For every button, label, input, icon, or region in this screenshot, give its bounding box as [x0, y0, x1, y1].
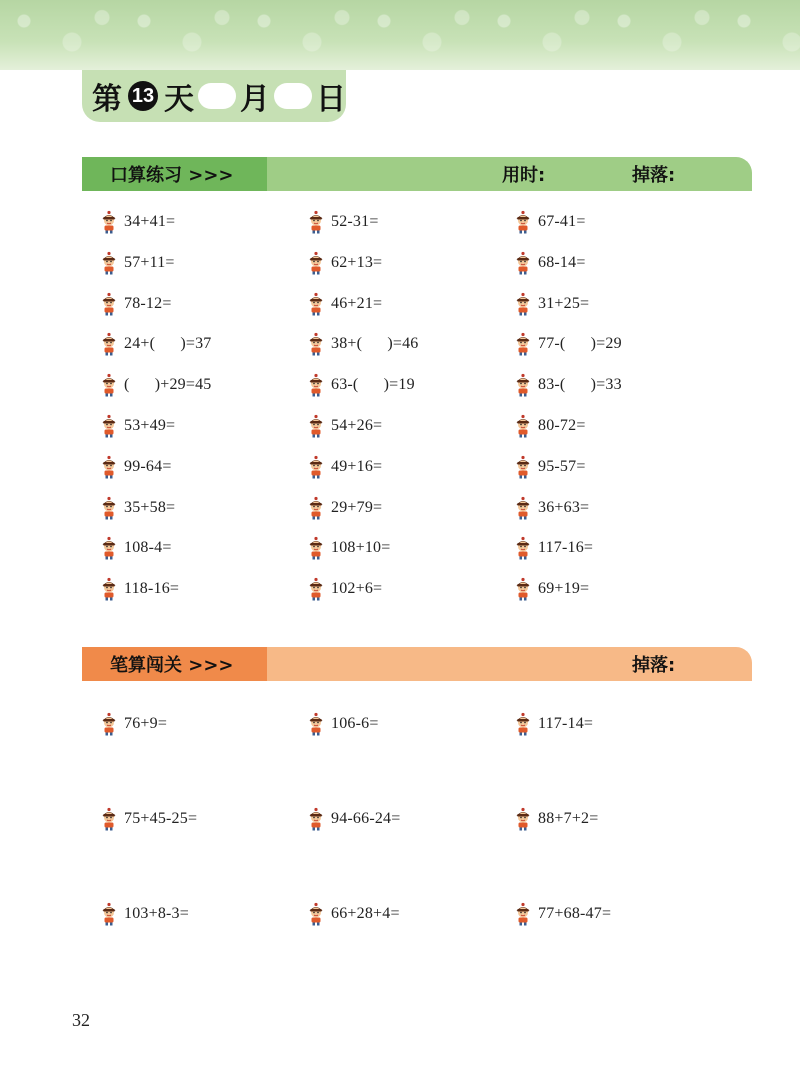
oral-exercise-expression: 67-41=: [538, 213, 586, 230]
oral-exercise-expression: 24+( )=37: [124, 335, 212, 353]
oral-exercise-row: [100, 577, 760, 601]
oral-exercise-item: [307, 210, 379, 234]
oral-exercise-row: [100, 536, 760, 560]
oral-exercise-expression: 38+( )=46: [331, 335, 419, 353]
cartoon-kid-icon: [514, 251, 532, 275]
oral-exercise-item: [100, 496, 175, 520]
oral-exercise-item: [100, 414, 175, 438]
oral-exercise-expression: 80-72=: [538, 417, 586, 434]
oral-exercise-expression: 77-( )=29: [538, 335, 622, 353]
oral-exercise-expression: 95-57=: [538, 457, 586, 475]
cartoon-kid-icon: [100, 712, 118, 736]
written-drop-label: 掉落:: [632, 655, 676, 676]
oral-exercise-expression: 29+79=: [331, 498, 383, 516]
oral-exercise-item: [100, 536, 172, 560]
written-exercise-expression: 88+7+2=: [538, 810, 599, 827]
day-number-badge: 13: [128, 81, 158, 111]
oral-exercise-item: [307, 577, 382, 601]
oral-exercise-row: [100, 455, 760, 479]
oral-exercise-expression: 46+21=: [331, 294, 383, 312]
cartoon-kid-icon: [100, 414, 118, 438]
oral-exercise-expression: 62+13=: [331, 253, 383, 271]
cartoon-kid-icon: [100, 210, 118, 234]
cartoon-kid-icon: [514, 292, 532, 316]
oral-exercise-item: [307, 455, 382, 479]
written-exercise-item: [514, 902, 611, 926]
cartoon-kid-icon: [307, 807, 325, 831]
oral-exercise-expression: 118-16=: [124, 580, 180, 598]
cartoon-kid-icon: [514, 332, 532, 356]
day-header: [82, 70, 346, 122]
written-exercise-item: [514, 807, 598, 831]
oral-exercise-expression: 52-31=: [331, 213, 379, 230]
oral-exercise-item: [514, 577, 589, 601]
oral-exercise-item: [307, 414, 382, 438]
written-section-title: 笔算闯关 >>>: [82, 647, 267, 681]
cartoon-kid-icon: [307, 332, 325, 356]
cartoon-kid-icon: [307, 414, 325, 438]
cartoon-kid-icon: [100, 536, 118, 560]
oral-exercise-row: [100, 373, 760, 397]
oral-exercise-item: [100, 210, 175, 234]
cartoon-kid-icon: [100, 455, 118, 479]
cartoon-kid-icon: [100, 496, 118, 520]
cartoon-kid-icon: [307, 902, 325, 926]
oral-section-bar: [82, 157, 752, 191]
oral-exercise-row: [100, 332, 760, 356]
oral-exercise-item: [514, 373, 622, 397]
written-exercise-expression: 77+68-47=: [538, 905, 612, 922]
oral-exercise-item: [100, 455, 172, 479]
oral-exercise-expression: 99-64=: [124, 457, 172, 475]
oral-drop-label: 掉落:: [632, 165, 676, 186]
written-exercise-row: [100, 712, 760, 736]
cartoon-kid-icon: [514, 373, 532, 397]
cartoon-kid-icon: [100, 292, 118, 316]
cartoon-kid-icon: [100, 373, 118, 397]
oral-exercise-expression: 68-14=: [538, 253, 586, 271]
cartoon-kid-icon: [514, 712, 532, 736]
written-exercise-item: [100, 807, 197, 831]
cartoon-kid-icon: [100, 577, 118, 601]
cartoon-kid-icon: [100, 902, 118, 926]
oral-exercise-item: [514, 414, 586, 438]
cartoon-kid-icon: [100, 332, 118, 356]
oral-exercise-item: [100, 332, 212, 356]
cartoon-kid-icon: [514, 496, 532, 520]
oral-exercise-row: [100, 251, 760, 275]
time-label: 用时:: [502, 165, 546, 186]
cartoon-kid-icon: [514, 807, 532, 831]
written-section-bar: [82, 647, 752, 681]
oral-exercise-item: [514, 455, 586, 479]
day-suffix: 天: [164, 82, 194, 117]
oral-exercise-expression: 53+49=: [124, 417, 176, 434]
cartoon-kid-icon: [514, 577, 532, 601]
cartoon-kid-icon: [100, 251, 118, 275]
oral-exercise-item: [100, 292, 172, 316]
oral-exercise-expression: 108-4=: [124, 539, 172, 557]
oral-exercise-item: [307, 496, 382, 520]
cartoon-kid-icon: [307, 251, 325, 275]
oral-exercise-item: [100, 577, 179, 601]
cartoon-kid-icon: [307, 210, 325, 234]
date-label: 日: [316, 82, 346, 117]
oral-exercise-row: [100, 210, 760, 234]
cartoon-kid-icon: [100, 807, 118, 831]
oral-exercise-item: [514, 292, 589, 316]
oral-exercise-item: [307, 536, 390, 560]
oral-exercise-expression: 49+16=: [331, 457, 383, 475]
written-exercise-row: [100, 807, 760, 831]
cartoon-kid-icon: [514, 536, 532, 560]
written-exercise-item: [100, 902, 189, 926]
oral-exercise-item: [307, 251, 382, 275]
top-decor-band: [0, 0, 800, 70]
written-exercise-expression: 106-6=: [331, 715, 379, 732]
oral-exercise-expression: 117-16=: [538, 539, 594, 557]
written-exercise-expression: 75+45-25=: [124, 810, 198, 827]
oral-exercise-expression: 31+25=: [538, 294, 590, 312]
oral-exercise-item: [514, 332, 622, 356]
oral-section-title: 口算练习 >>>: [82, 157, 267, 191]
oral-exercise-item: [514, 536, 593, 560]
oral-exercise-item: [514, 496, 589, 520]
written-exercise-item: [100, 712, 167, 736]
oral-exercise-expression: 35+58=: [124, 498, 176, 516]
written-exercise-item: [307, 807, 400, 831]
written-exercise-item: [307, 902, 400, 926]
oral-exercise-row: [100, 414, 760, 438]
written-exercise-expression: 66+28+4=: [331, 905, 400, 922]
cartoon-kid-icon: [514, 210, 532, 234]
oral-exercise-expression: 57+11=: [124, 253, 175, 271]
day-prefix: 第: [92, 82, 122, 117]
written-exercise-item: [307, 712, 379, 736]
oral-exercise-item: [307, 373, 415, 397]
cartoon-kid-icon: [307, 373, 325, 397]
oral-exercise-expression: 69+19=: [538, 580, 590, 598]
written-exercise-expression: 117-14=: [538, 715, 594, 732]
written-exercise-expression: 76+9=: [124, 715, 168, 732]
page-number: 32: [72, 1010, 90, 1030]
oral-exercise-expression: 36+63=: [538, 498, 590, 516]
oral-exercise-expression: 63-( )=19: [331, 376, 415, 394]
oral-exercise-expression: 54+26=: [331, 417, 383, 434]
cartoon-kid-icon: [307, 455, 325, 479]
cartoon-kid-icon: [307, 536, 325, 560]
oral-exercise-expression: 83-( )=33: [538, 376, 622, 394]
cartoon-kid-icon: [307, 292, 325, 316]
written-exercise-item: [514, 712, 593, 736]
written-exercise-expression: 103+8-3=: [124, 905, 189, 922]
oral-exercise-item: [307, 332, 419, 356]
oral-exercise-item: [307, 292, 382, 316]
month-blank[interactable]: [198, 83, 236, 109]
written-exercise-row: [100, 902, 760, 926]
oral-exercise-item: [514, 210, 586, 234]
month-label: 月: [240, 82, 270, 117]
oral-exercise-row: [100, 292, 760, 316]
date-blank[interactable]: [274, 83, 312, 109]
written-exercise-expression: 94-66-24=: [331, 810, 401, 827]
cartoon-kid-icon: [307, 577, 325, 601]
oral-exercise-expression: 108+10=: [331, 539, 391, 557]
oral-exercise-row: [100, 496, 760, 520]
cartoon-kid-icon: [307, 712, 325, 736]
cartoon-kid-icon: [307, 496, 325, 520]
oral-exercise-expression: 102+6=: [331, 580, 383, 598]
cartoon-kid-icon: [514, 414, 532, 438]
oral-exercise-expression: ( )+29=45: [124, 376, 212, 394]
oral-exercise-item: [100, 251, 175, 275]
oral-exercise-item: [514, 251, 586, 275]
oral-exercise-item: [100, 373, 212, 397]
oral-exercise-expression: 34+41=: [124, 213, 176, 230]
cartoon-kid-icon: [514, 902, 532, 926]
oral-exercise-expression: 78-12=: [124, 294, 172, 312]
cartoon-kid-icon: [514, 455, 532, 479]
